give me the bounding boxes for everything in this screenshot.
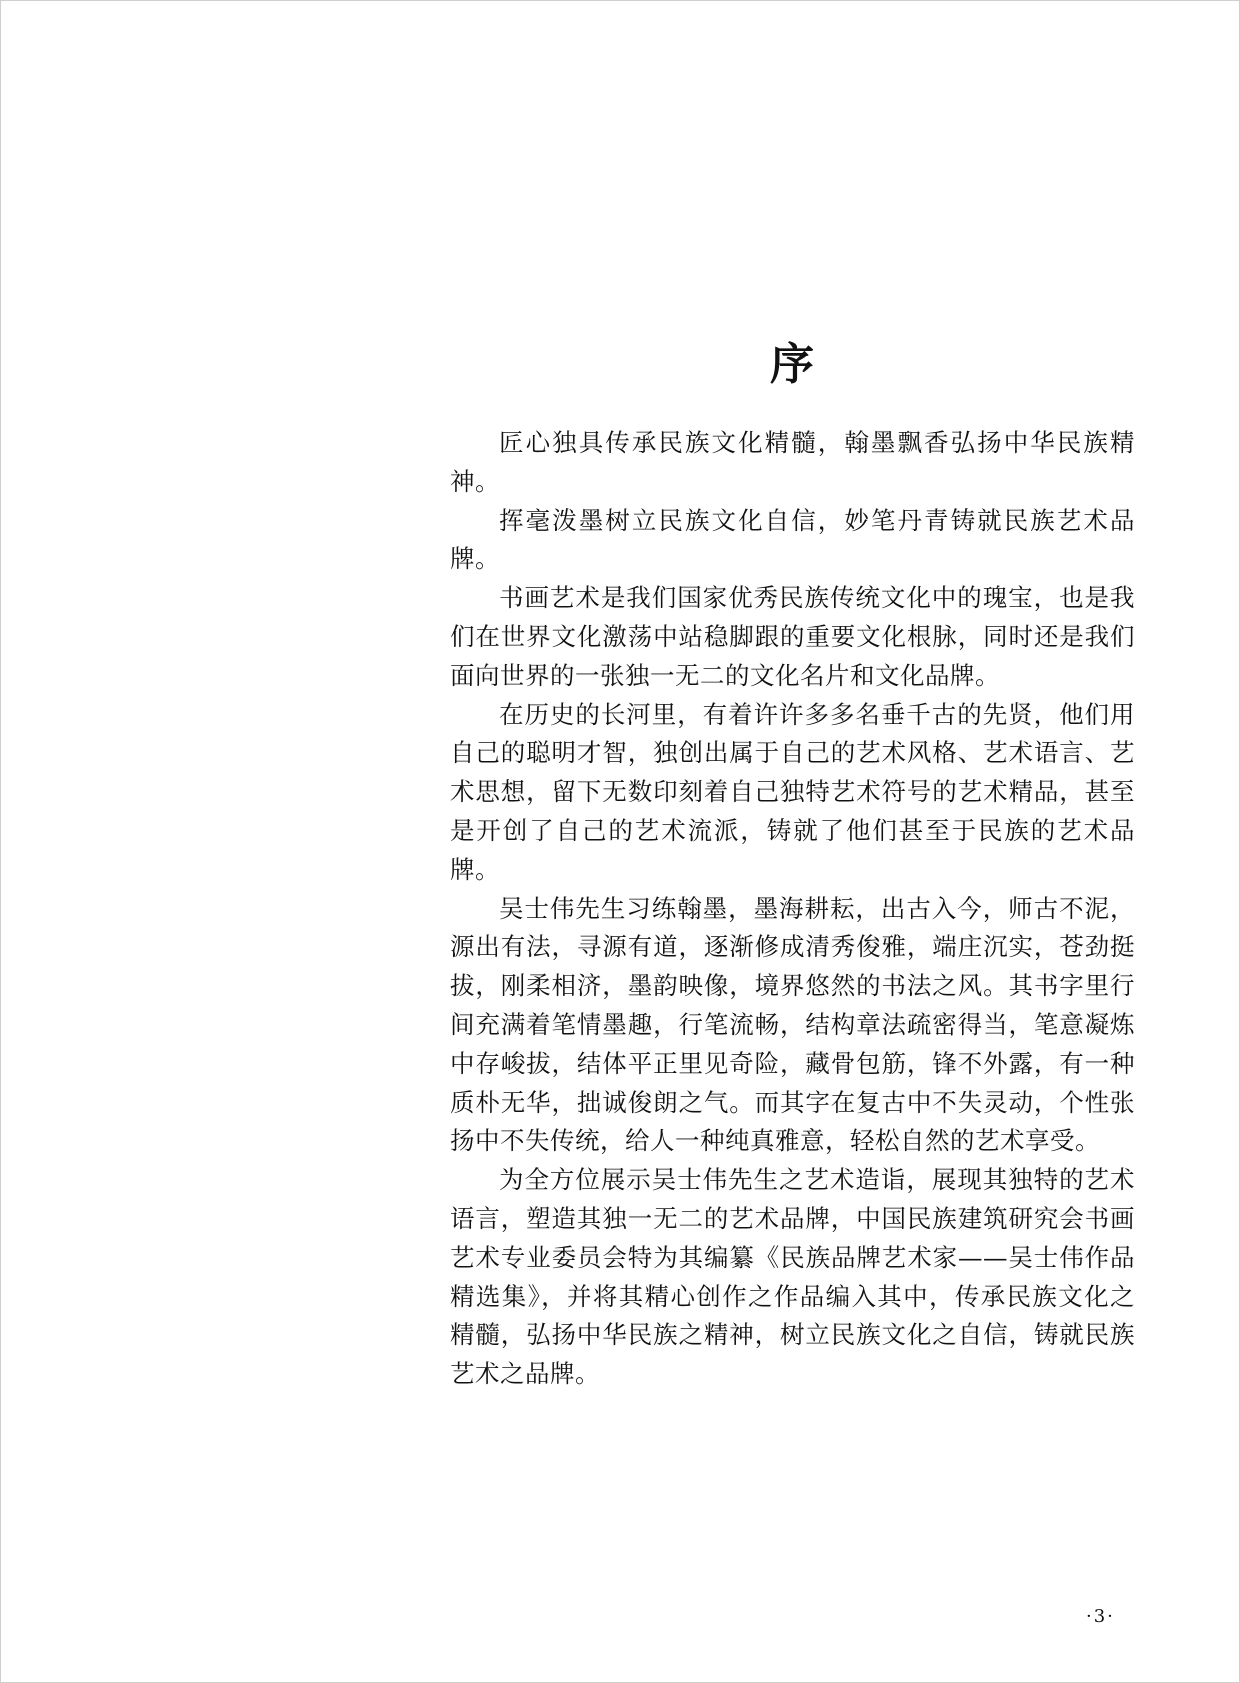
paragraph: 匠心独具传承民族文化精髓，翰墨飘香弘扬中华民族精神。 <box>450 428 1135 496</box>
preface-body <box>450 424 1135 1394</box>
page-number: ·3· <box>1086 1606 1115 1627</box>
page-title: 序 <box>770 339 814 391</box>
paragraph: 书画艺术是我们国家优秀民族传统文化中的瑰宝，也是我们在世界文化激荡中站稳脚跟的重要文化根脉，同时还是我们面向世界的一张独一无二的文化名片和文化品牌。 <box>450 583 1135 690</box>
paragraph: 在历史的长河里，有着许许多多名垂千古的先贤，他们用自己的聪明才智，独创出属于自己的艺术风格、艺术语言、艺术思想，留下无数印刻着自己独特艺术符号的艺术精品，甚至是开创了自己的艺术流派，铸就了他们甚至于民族的艺术品牌。 <box>450 699 1135 884</box>
paragraph: 挥毫泼墨树立民族文化自信，妙笔丹青铸就民族艺术品牌。 <box>450 505 1135 574</box>
paragraph: 为全方位展示吴士伟先生之艺术造诣，展现其独特的艺术语言，塑造其独一无二的艺术品牌，中国民族建筑研究会书画艺术专业委员会特为其编纂《民族品牌艺术家——吴士伟作品精选集》，并将其精心创作之作品编入其中，传承民族文化之精髓，弘扬中华民族之精神，树立民族文化之自信，铸就民族艺术之品牌。 <box>450 1165 1135 1389</box>
paragraph: 吴士伟先生习练翰墨，墨海耕耘，出古入今，师古不泥，源出有法，寻源有道，逐渐修成清秀俊雅，端庄沉实，苍劲挺拔，刚柔相济，墨韵映像，境界悠然的书法之风。其书字里行间充满着笔情墨趣，行笔流畅，结构章法疏密得当，笔意凝炼中存峻拔，结体平正里见奇险，藏骨包筋，锋不外露，有一种质朴无华，拙诚俊朗之气。而其字在复古中不失灵动，个性张扬中不失传统，给人一种纯真雅意，轻松自然的艺术享受。 <box>450 893 1135 1156</box>
